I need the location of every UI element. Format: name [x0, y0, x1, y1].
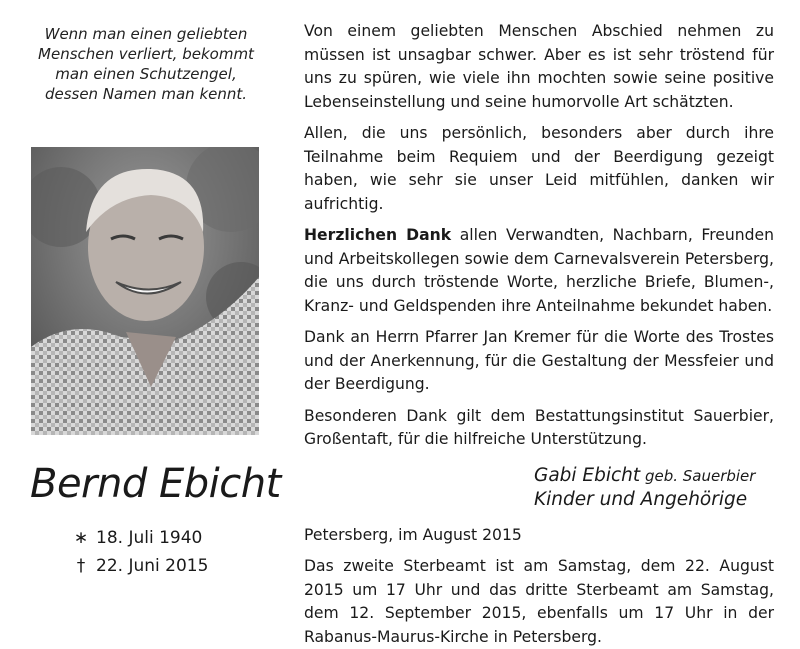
birth-date: 18. Juli 1940	[96, 528, 203, 548]
portrait-photo	[31, 147, 259, 435]
death-date: 22. Juni 2015	[96, 556, 209, 576]
birth-date-row	[70, 524, 250, 552]
paragraph-farewell: Von einem geliebten Menschen Abschied nehmen zu müssen ist unsagbar schwer. Aber es ist sehr tröstend für uns zu spüren, wie viele ihn mochten sowie seine positive Lebenseinstellung und seine humorvolle Art schätzten.	[304, 22, 774, 111]
signature-line-2: Kinder und Angehörige	[534, 488, 748, 510]
quote-line: dessen Namen man kennt.	[44, 85, 248, 103]
life-dates	[70, 524, 250, 580]
left-column	[0, 0, 286, 632]
place-date: Petersberg, im August 2015	[304, 525, 522, 544]
quote-line: Menschen verliert, bekommt	[38, 45, 254, 63]
signature-name: Gabi Ebicht	[534, 464, 641, 486]
death-date-row	[70, 552, 250, 580]
quote-line: man einen Schutzengel,	[55, 65, 237, 83]
thanks-relatives-text: allen Verwandten, Nachbarn, Freunden und Arbeitskollegen sowie dem Carnevalsverein Petersberg, die uns durch tröstende Worte, herzliche Briefe, Blumen-, Kranz- und Geldspenden ihre Anteilnahme bekundet haben.	[304, 226, 774, 315]
paragraph-thanks-relatives	[304, 224, 774, 318]
deceased-name: Bernd Ebicht	[30, 461, 281, 507]
portrait-image	[31, 147, 259, 435]
signature-line-1	[534, 464, 774, 488]
memorial-quote	[26, 24, 266, 104]
mass-info: Das zweite Sterbeamt ist am Samstag, dem 22. August 2015 um 17 Uhr und das dritte Sterbeamt am Samstag, dem 12. September 2015, ebenfalls um 17 Uhr in der Rabanus-Maurus-Kirche in Petersberg.	[304, 557, 774, 646]
paragraph-thanks-funeral-home: Besonderen Dank gilt dem Bestattungsinstitut Sauerbier, Großentaft, für die hilfreiche Unterstützung.	[304, 406, 774, 448]
paragraph-thanks-priest: Dank an Herrn Pfarrer Jan Kremer für die Worte des Trostes und der Anerkennung, für die Gestaltung der Messfeier und der Beerdigung.	[304, 328, 774, 393]
death-cross-icon: †	[76, 556, 86, 576]
thanks-heading: Herzlichen Dank	[304, 226, 452, 244]
paragraph-thanks-sympathy: Allen, die uns persönlich, besonders aber durch ihre Teilnahme beim Requiem und der Beerdigung gezeigt haben, wie sehr sie unser Leid mitfühlen, danken wir aufrichtig.	[304, 124, 774, 213]
right-column	[304, 20, 774, 649]
birth-star-icon: ∗	[73, 528, 89, 548]
quote-line: Wenn man einen geliebten	[44, 25, 248, 43]
signature	[304, 464, 774, 512]
signature-maiden-name: geb. Sauerbier	[640, 466, 756, 485]
